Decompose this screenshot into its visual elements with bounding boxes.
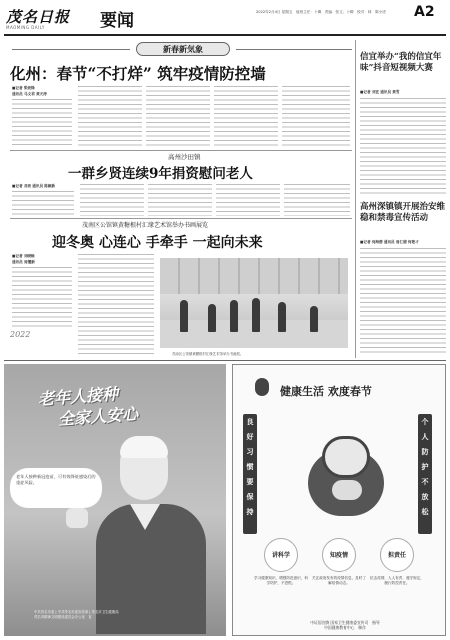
article1-byline: ■记者 梁贵锋 bbox=[12, 86, 35, 90]
article2-subhead: 高州沙田镇 bbox=[168, 153, 201, 161]
photo-caption: 茂南区公馆镇黄糖根村汇缘艺术馆举办书画展。 bbox=[172, 352, 244, 356]
lantern-icon bbox=[255, 378, 269, 396]
flower-decoration: 2022 bbox=[10, 330, 31, 339]
banner-rule-right bbox=[236, 49, 352, 50]
right-headline-1: 信宜举办“我的信宜年味”抖音短视频大赛 bbox=[360, 52, 442, 73]
tiger-mascot-illustration bbox=[290, 426, 402, 526]
elderly-man-illustration bbox=[96, 440, 206, 630]
tip-epidemic bbox=[312, 538, 366, 618]
article3-text-col1 bbox=[12, 267, 72, 327]
couplet-char: 个 bbox=[421, 417, 429, 426]
right-byline-1: ■记者 刘宣 通讯员 黄雪 bbox=[360, 90, 400, 94]
paper-logo: 茂名日报 bbox=[6, 8, 71, 26]
right-headline-2: 高州深镇镇开展治安维稳和禁毒宣传活动 bbox=[360, 202, 446, 223]
right-byline-2: ■记者 何海僧 通讯员 周仁德 何艳才 bbox=[360, 240, 419, 244]
thumbs-up-icon bbox=[66, 508, 88, 528]
ad-divider bbox=[4, 360, 446, 361]
article3-headline: 迎冬奥 心连心 手牵手 一起向未来 bbox=[52, 235, 263, 251]
article2-headline: 一群乡贤连续9年捐资慰问老人 bbox=[68, 166, 253, 182]
issue-info: 2022年2月4日 星期五 值班主任：卜卿 责编：张文；卜卿 校对：林 陈小虎 bbox=[256, 10, 386, 14]
tip-science-icon: 讲科学 bbox=[264, 538, 298, 572]
banner-rule-left bbox=[12, 49, 130, 50]
couplet-char: 防 bbox=[421, 447, 429, 456]
article1-text-col2 bbox=[78, 86, 142, 148]
tip-science-text: 学习健康知识，增强防范意识，科学防护，不恐慌。 bbox=[254, 576, 308, 585]
right-text-2 bbox=[360, 248, 446, 354]
section-rule bbox=[10, 150, 352, 151]
tip-epidemic-text: 关注政府发布的疫情信息，及时了解疫情动态。 bbox=[312, 576, 366, 585]
article1-byline-2: 通讯员 马文君 黄天涛 bbox=[12, 92, 47, 96]
article1-headline: 化州：春节“不打烊” 筑牢疫情防控墙 bbox=[10, 64, 266, 83]
column-banner: 新春新気象 bbox=[136, 42, 230, 56]
article1-text-col4 bbox=[214, 86, 278, 148]
article3-byline: ■记者 刘晓畅 bbox=[12, 254, 35, 258]
vaccine-ad-footer-1: 中共茂名市委 | 中共茂名市委宣传部 | 茂名市卫生健康局 bbox=[34, 610, 119, 614]
section-rule-2 bbox=[10, 218, 352, 219]
article2-text-col2 bbox=[80, 184, 144, 216]
couplet-char: 不 bbox=[421, 477, 429, 486]
article1-text-col3 bbox=[146, 86, 210, 148]
vaccine-ad-title-2: 全家人安心 bbox=[57, 404, 139, 429]
vaccine-ad-footer bbox=[34, 610, 204, 620]
article2-byline: ■记者 邓贵 通讯员 陈颖新 bbox=[12, 184, 56, 188]
couplet-char: 持 bbox=[246, 507, 254, 516]
article2-text-col5 bbox=[284, 184, 350, 216]
paper-logo-english: MAOMING DAILY bbox=[6, 25, 45, 30]
couplet-char: 保 bbox=[246, 492, 254, 501]
section-title: 要闻 bbox=[100, 11, 134, 31]
couplet-char: 人 bbox=[421, 432, 429, 441]
couplet-char: 习 bbox=[246, 447, 254, 456]
vaccine-ad-footer-2: 茂名市精神文明建设委员会办公室 宣 bbox=[34, 615, 92, 619]
page-number: A2 bbox=[414, 4, 435, 20]
health-ad-footer bbox=[270, 620, 420, 630]
couplet-char: 好 bbox=[246, 432, 254, 441]
couplet-char: 松 bbox=[421, 507, 429, 516]
article3-text-col2 bbox=[78, 254, 154, 354]
couplet-char: 护 bbox=[421, 462, 429, 471]
couplet-right bbox=[418, 414, 432, 534]
health-ad-title: 健康生活 欢度春节 bbox=[280, 385, 372, 398]
column-divider bbox=[355, 40, 356, 358]
exhibition-photo bbox=[160, 258, 348, 348]
couplet-left bbox=[243, 414, 257, 534]
tip-responsibility-text: 抗击疫情，人人有责，遵守规定，履行防控责任。 bbox=[370, 576, 424, 585]
article2-text-col1 bbox=[12, 191, 74, 216]
tip-science bbox=[254, 538, 308, 618]
tip-epidemic-icon: 知疫情 bbox=[322, 538, 356, 572]
article2-text-col3 bbox=[148, 184, 212, 216]
article1-text-col5 bbox=[282, 86, 350, 148]
couplet-char: 良 bbox=[246, 417, 254, 426]
health-ad-footer-1: 中证国宣腾 国家卫生健康委宣传司 指导 bbox=[310, 620, 380, 625]
health-ad-footer-2: 中国健康教育中心 制作 bbox=[324, 625, 366, 630]
article3-subhead: 茂南区公馆镇黄糖根村汇缘艺术馆举办书画展览 bbox=[82, 222, 209, 229]
tip-responsibility bbox=[370, 538, 424, 618]
couplet-char: 要 bbox=[246, 477, 254, 486]
masthead bbox=[0, 0, 450, 36]
vaccine-speech-bubble: 老年人接种新冠疫苗，可有效降低感染后的重症风险。 bbox=[10, 468, 102, 508]
tip-responsibility-icon: 担责任 bbox=[380, 538, 414, 572]
article1-text-col1 bbox=[12, 99, 72, 147]
article2-text-col4 bbox=[216, 184, 280, 216]
couplet-char: 惯 bbox=[246, 462, 254, 471]
right-text-1 bbox=[360, 98, 446, 196]
masthead-rule bbox=[4, 34, 446, 36]
vaccine-ad-title-1: 老年人接种 bbox=[37, 384, 119, 409]
couplet-char: 放 bbox=[421, 492, 429, 501]
article3-byline-2: 通讯员 周懂新 bbox=[12, 260, 35, 264]
